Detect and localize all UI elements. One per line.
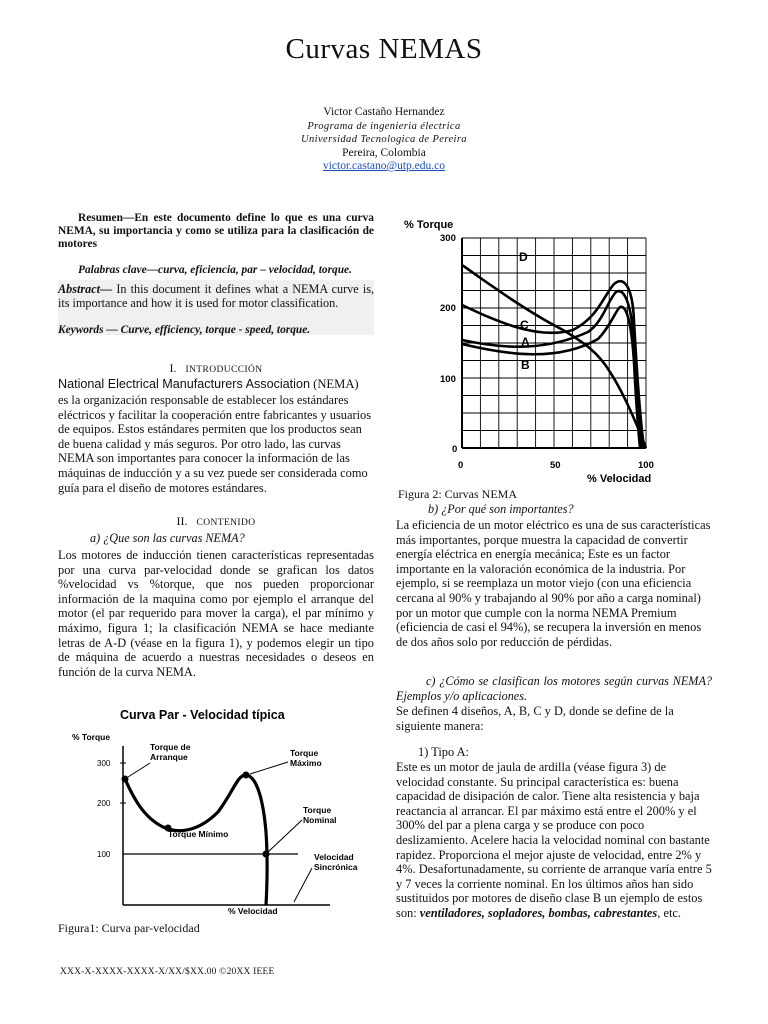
section-heading-contenido (58, 514, 374, 529)
palabras-clave: Palabras clave—curva, eficiencia, par – velocidad, torque. (78, 264, 352, 276)
tipo-a-examples: ventiladores, sopladores, bombas, cabrestantes (419, 905, 658, 920)
section-title: INTRODUCCIÓN (185, 365, 263, 375)
subsection-a-heading: a) ¿Que son las curvas NEMA? (90, 531, 245, 545)
tipo-a-body (396, 760, 712, 921)
abstract-paragraph (58, 282, 374, 311)
fig1-ytick-300: 300 (97, 759, 111, 768)
author-location: Pereira, Colombia (342, 146, 426, 159)
fig1-title: Curva Par - Velocidad típica (120, 708, 285, 722)
section-numeral: II. (176, 514, 188, 528)
fig1-arrow (268, 820, 302, 852)
fig2-y-label: % Torque (404, 219, 454, 231)
subsection-a-body: Los motores de inducción tienen características representadas por una curva par-velocidad donde se grafican los datos %velocidad vs %torque, que nos pueden proporcionar información de la maquina como por ejemplo el arranque del motor (el par requerido para mover la carga), el par mínimo y máximo, figura 1; la clasificación NEMA se hace mediante letras de A-D (véase en la figura 1), y podemos elegir un tipo de máquina de acuerdo a nuestras necesidades o deseos en función de la curva NEMA. (58, 548, 374, 679)
fig2-ytick-0: 0 (452, 444, 458, 455)
fig1-arrow (128, 763, 150, 777)
fig2-ytick-100: 100 (440, 374, 456, 385)
fig1-point-maximo (243, 772, 250, 779)
intro-lead-org: National Electrical Manufacturers Association (58, 377, 310, 391)
author-program: Programa de ingenieria électrica (307, 120, 461, 132)
fig2-xtick-0: 0 (458, 460, 464, 471)
fig1-label-minimo: Torque Mínimo (168, 829, 229, 839)
intro-lead (58, 377, 374, 392)
subsection-b-heading: b) ¿Por qué son importantes? (428, 502, 574, 516)
fig2-x-label: % Velocidad (587, 473, 652, 485)
section-title: CONTENIDO (196, 518, 256, 528)
figure1-chart (68, 702, 368, 916)
fig2-label-a: A (521, 335, 530, 349)
fig1-arrow (294, 868, 312, 902)
fig1-label-maximo-2: Máximo (290, 758, 322, 768)
fig2-xtick-50: 50 (550, 460, 561, 471)
subsection-c-heading: c) ¿Cómo se clasifican los motores según curvas NEMA? Ejemplos y/o aplicaciones. (396, 674, 712, 703)
fig1-label-arranque-1: Torque de (150, 742, 191, 752)
fig2-label-c: C (520, 318, 529, 332)
fig1-point-arranque (122, 776, 129, 783)
subsection-b-body: La eficiencia de un motor eléctrico es una de sus características más importantes, porque muestra la capacidad de convertir energía eléctrica en energía mecánica; Este es un factor importante en la valoración económica de la industria. Por ejemplo, si se reemplaza un motor viejo (con una eficiencia cercana al 90% y trabajando al 90% por año a carga nominal) por un motor que cumple con la norma NEMA Premium (eficiencia de casi el 94%), se recupera la inversión en menos de dos años solo por reducción de pérdidas. (396, 518, 711, 649)
author-email-link[interactable]: victor.castano@utp.edu.co (322, 160, 446, 172)
fig1-y-label: % Torque (72, 732, 111, 742)
fig1-ytick-200: 200 (97, 799, 111, 808)
subsection-c-body: Se definen 4 diseños, A, B, C y D, donde se define de la siguiente manera: (396, 704, 674, 733)
fig2-ytick-200: 200 (440, 303, 456, 314)
section-heading-intro (58, 361, 374, 376)
fig1-label-sincronica-2: Sincrónica (314, 862, 358, 872)
figure2-caption: Figura 2: Curvas NEMA (398, 487, 517, 501)
tipo-a-heading: 1) Tipo A: (418, 745, 469, 759)
keywords: Keywords — Curve, efficiency, torque - speed, torque. (58, 324, 311, 336)
tipo-a-text: Este es un motor de jaula de ardilla (véase figura 3) de velocidad constante. Su principal característica es: buena capacidad de disipación de calor. Tiene alta resistencia y baja reactancia al arrancar. El par máximo está entre el 200% y el 300% del par a plena carga y se produce con poco deslizamiento. Acelere hacia la velocidad nominal con bastante rapidez. Proporciona el mejor ajuste de velocidad, entre 2% y 4%. Desafortunadamente, su corriente de arranque varía entre 5 y 7 veces la corriente nominal. En los últimos años han sido sustituidos por motores de diseño clase B un ejemplo de estos son: (396, 760, 712, 920)
intro-lead-suffix: (NEMA) (310, 377, 359, 391)
fig2-label-d: D (519, 250, 528, 264)
abstract-text: In this document it defines what a NEMA curve is, its importance and how it is used for motor classification. (58, 282, 374, 311)
intro-body: es la organización responsable de establecer los estándares eléctricos y facilitar la cooperación entre fabricantes y usuarios de equipos. Estos estándares permiten que los productos sean de buena calidad y más seguros. Por otro lado, las curvas NEMA son importantes para conocer la información de las máquinas de inducción y a su vez puede ser considerada como guía para el diseño de motores estándares. (58, 393, 372, 495)
figure1-caption: Figura1: Curva par-velocidad (58, 921, 200, 935)
fig1-label-nominal-1: Torque (303, 805, 332, 815)
fig1-torque-curve (125, 775, 267, 905)
author-name: Victor Castaño Hernandez (323, 106, 445, 118)
fig1-label-maximo-1: Torque (290, 748, 319, 758)
author-block (0, 106, 768, 174)
fig2-curve-c (462, 281, 644, 448)
fig2-label-b: B (521, 358, 530, 372)
tipo-a-end: , etc. (657, 905, 682, 920)
section-numeral: I. (169, 361, 177, 375)
footer-copyright: XXX-X-XXXX-XXXX-X/XX/$XX.00 ©20XX IEEE (60, 967, 275, 977)
fig1-label-nominal-2: Nominal (303, 815, 337, 825)
fig2-ytick-300: 300 (440, 233, 456, 244)
resumen-paragraph: Resumen—En este documento define lo que es una curva NEMA, su importancia y como se utiliza para la clasificación de motores (58, 212, 374, 251)
fig1-arrow (250, 762, 288, 774)
figure2-chart (398, 212, 664, 486)
abstract-label: Abstract— (58, 282, 113, 296)
fig1-label-sincronica-1: Velocidad (314, 852, 354, 862)
fig1-x-label: % Velocidad (228, 906, 278, 916)
fig1-label-arranque-2: Arranque (150, 752, 188, 762)
fig2-xtick-100: 100 (638, 460, 654, 471)
fig1-ytick-100: 100 (97, 850, 111, 859)
paper-title: Curvas NEMAS (285, 33, 483, 65)
author-university: Universidad Tecnologica de Pereira (301, 134, 467, 145)
